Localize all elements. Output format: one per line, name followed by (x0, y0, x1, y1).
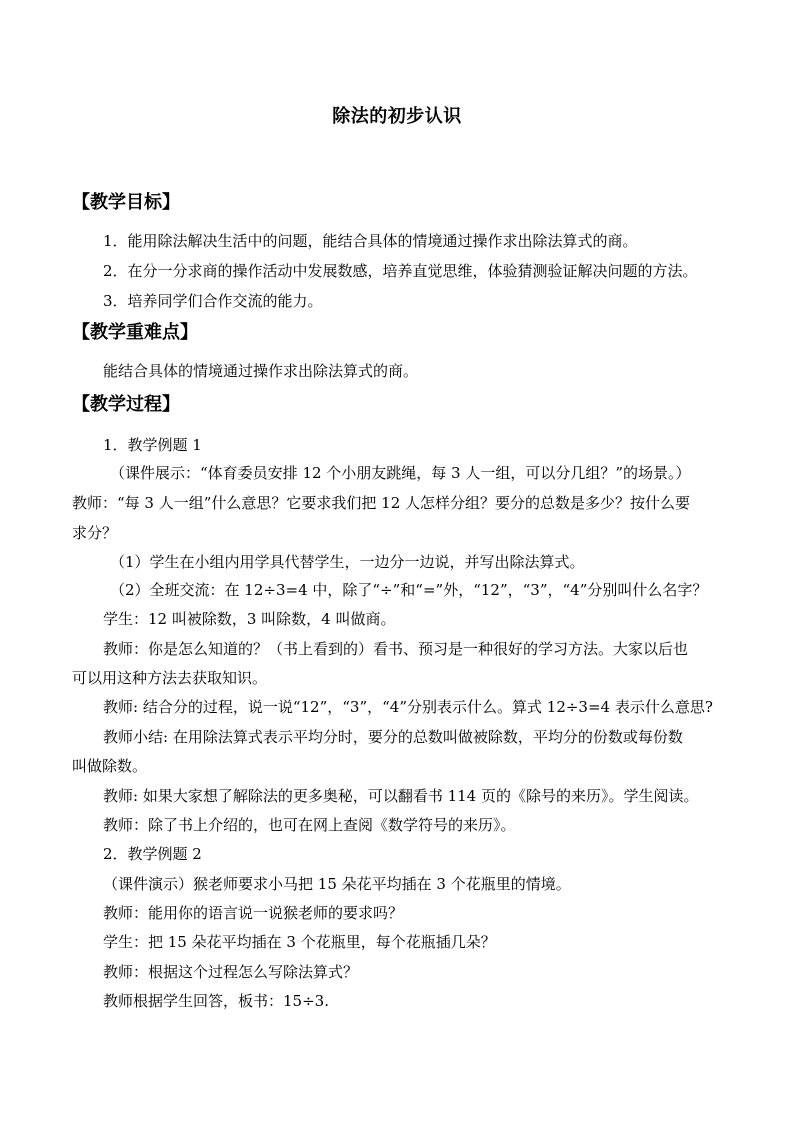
goal-item: 1．能用除法解决生活中的问题，能结合具体的情境通过操作求出除法算式的商。 (103, 232, 638, 250)
process-line: 可以用这种方法去获取知识。 (72, 669, 268, 687)
process-line: 1．教学例题 1 (103, 436, 202, 454)
process-line: 学生：把 15 朵花平均插在 3 个花瓶里，每个花瓶插几朵？ (103, 933, 496, 951)
process-line: （1）学生在小组内用学具代替学生，一边分一边说，并写出除法算式。 (110, 553, 585, 571)
process-line: 教师根据学生回答，板书：15÷3. (103, 992, 329, 1010)
section-heading-goals: 【教学目标】 (72, 192, 180, 213)
process-line: 教师：除了书上介绍的，也可在网上查阅《数学符号的来历》。 (103, 816, 516, 834)
process-line: 教师：根据这个过程怎么写除法算式？ (103, 963, 359, 981)
process-line: 教师：你是怎么知道的？（书上看到的）看书、预习是一种很好的学习方法。大家以后也 (103, 640, 689, 658)
process-line: 叫做除数。 (72, 757, 148, 775)
keypoints-text: 能结合具体的情境通过操作求出除法算式的商。 (103, 362, 419, 380)
process-line: 教师: 如果大家想了解除法的更多奥秘，可以翻看书 114 页的《除号的来历》。学生阅读。 (103, 787, 699, 805)
process-line: 学生：12 叫被除数，3 叫除数，4 叫做商。 (103, 610, 396, 628)
process-line: （课件展示：“体育委员安排 12 个小朋友跳绳，每 3 人一组，可以分几组？”的场景。） (110, 464, 691, 482)
process-line: 教师小结: 在用除法算式表示平均分时，要分的总数叫做被除数，平均分的份数或每份数 (103, 728, 683, 746)
process-line: 教师：“每 3 人一组”什么意思？它要求我们把 12 人怎样分组？要分的总数是多少？按什么要 (72, 494, 691, 512)
document-title: 除法的初步认识 (332, 106, 462, 127)
goal-item: 3．培养同学们合作交流的能力。 (103, 292, 323, 310)
process-line: 教师：能用你的语言说一说猴老师的要求吗？ (103, 904, 404, 922)
process-line: 2．教学例题 2 (103, 845, 202, 863)
process-line: 求分？ (72, 524, 118, 542)
process-line: （课件演示）猴老师要求小马把 15 朵花平均插在 3 个花瓶里的情境。 (103, 875, 571, 893)
process-line: 教师: 结合分的过程，说一说“12”，“3”，“4”分别表示什么。算式 12÷3=4 表示什么意思? (103, 698, 713, 716)
section-heading-keypoints: 【教学重难点】 (72, 322, 198, 343)
goal-item: 2．在分一分求商的操作活动中发展数感，培养直觉思维，体验猜测验证解决问题的方法。 (103, 262, 698, 280)
section-heading-process: 【教学过程】 (72, 394, 180, 415)
process-line: （2）全班交流：在 12÷3=4 中，除了“÷”和“=”外，“12”，“3”，“4”分别叫什么名字？ (110, 581, 708, 599)
